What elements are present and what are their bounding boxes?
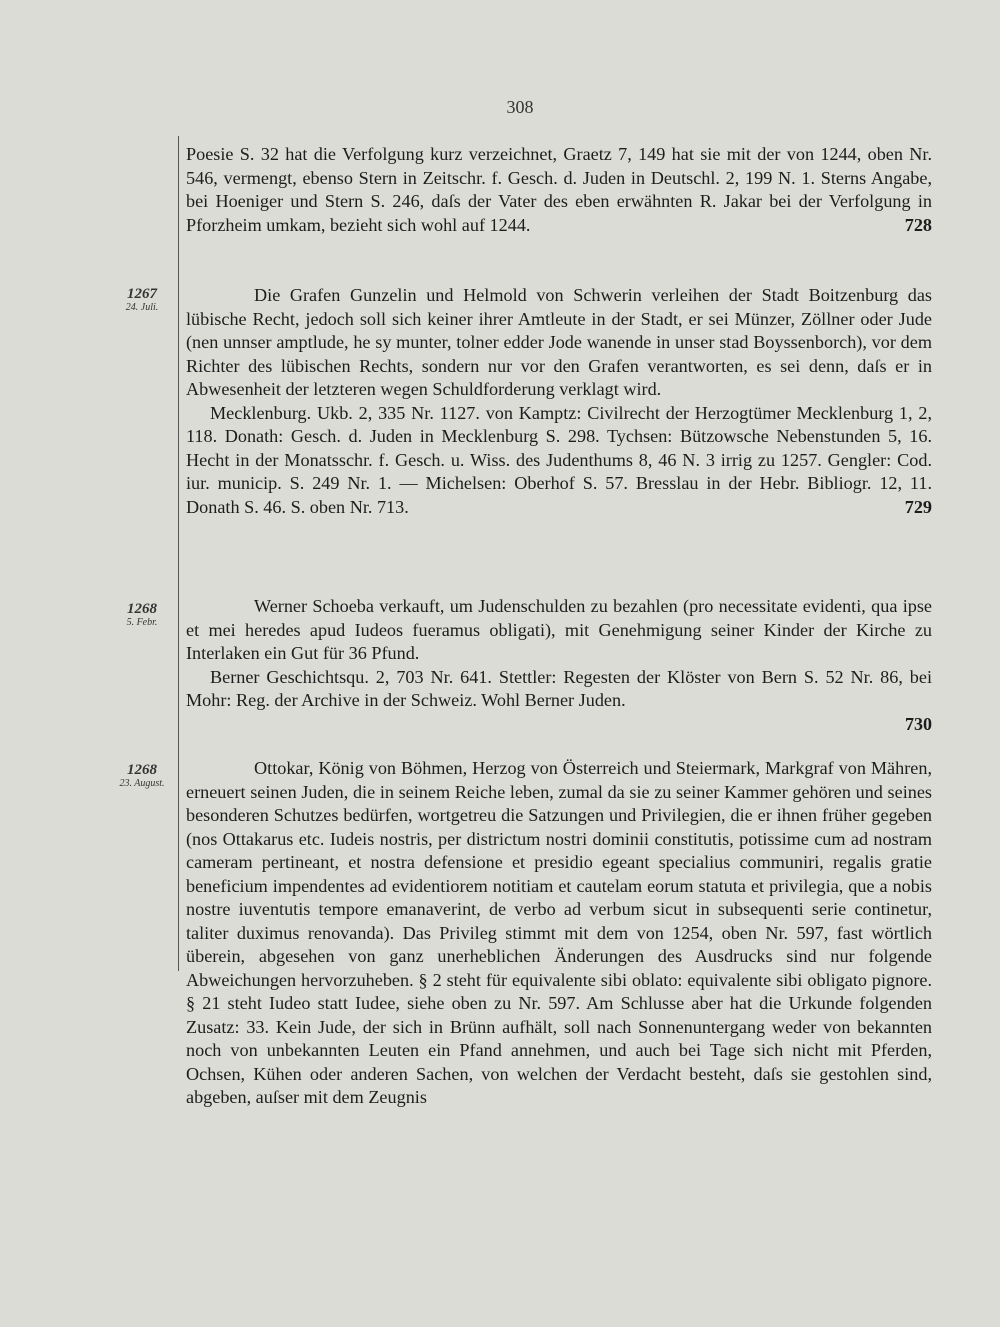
entry-number-730: 730	[905, 713, 932, 734]
margin-date-1268-aug	[108, 763, 176, 789]
margin-rule	[178, 136, 179, 971]
margin-year: 1268	[127, 601, 157, 617]
entry-730	[186, 595, 932, 736]
margin-year: 1267	[127, 286, 157, 302]
entry-text: Ottokar, König von Böhmen, Herzog von Österreich und Steiermark, Markgraf von Mähren, erneuert seinen Juden, die in seinem Reiche leben, zumal da sie zu seiner Kammer gehören und seines besonderen Schutzes bedürfen, wortgetreu die Satzungen und Privilegien, die er ihnen früher gegeben (nos Ottakarus etc. Iudeis nostris, per districtum nostri dominii constitutis, potissime cum ad nostram cameram pertineant, et nostra defensione et presidio egeant specialius communiri, regalis gratie beneficium impendentes ad evidentiorem notitiam et cautelam eorum statuta et privilegia, que a nobis nostre iuventutis tempore emanaverint, de verbo ad verbum sicut in subsequenti serie continetur, taliter duximus renovanda). Das Privileg stimmt mit dem von 1254, oben Nr. 597, fast wörtlich überein, abgesehen von ganz unerheblichen Änderungen des Ausdrucks sind nur folgende Abweichungen hervorzuheben. § 2 steht für equivalente sibi oblato: equivalente sibi obligato pignore. § 21 steht Iudeo statt Iudee, siehe oben zu Nr. 597. Am Schlusse aber hat die Urkunde folgenden Zusatz: 33. Kein Jude, der sich in Brünn aufhält, soll nach Sonnenuntergang weder von bekannten noch von unbekannten Leuten ein Pfand annehmen, und auch bei Tage sich nicht mit Pferden, Ochsen, Kühen oder anderen Sachen, von welchen der Verdacht besteht, daſs sie gestohlen sind, abgeben, auſser mit dem Zeugnis	[186, 758, 932, 1107]
entry-729	[186, 284, 932, 519]
entry-text: Werner Schoeba verkauft, um Judenschulden zu bezahlen (pro necessitate evidenti, qua ipse et mei heredes apud Iudeos fueramus obligati), mit Genehmigung seiner Kinder der Kirche zu Interlaken ein Gut für 36 Pfund.	[186, 596, 932, 663]
margin-date-1267	[108, 287, 176, 313]
page-number: 308	[506, 97, 534, 117]
continuation-body: Poesie S. 32 hat die Verfolgung kurz verzeichnet, Graetz 7, 149 hat sie mit der von 1244, oben Nr. 546, vermengt, ebenso Stern in Zeitschr. f. Gesch. d. Juden in Deutschl. 2, 199 N. 1. Sterns Angabe, bei Hoeniger und Stern S. 246, daſs der Vater des eben erwähnten R. Jakar bei der Verfolgung in Pforzheim umkam, bezieht sich wohl auf 1244.	[186, 144, 932, 235]
entry-number-729: 729	[904, 496, 932, 517]
entry-sources-text: Mecklenburg. Ukb. 2, 335 Nr. 1127. von Kamptz: Civilrecht der Herzogtümer Mecklenburg 1, 2, 118. Donath: Gesch. d. Juden in Mecklenburg S. 298. Tychsen: Bützowsche Nebenstunden 5, 16. Hecht in der Monatsschr. f. Gesch. u. Wiss. des Judenthums 8, 46 N. 3 irrig zu 1257. Gengler: Cod. iur. municip. S. 249 Nr. 1. — Michelsen: Oberhof S. 57. Bresslau in der Hebr. Bibliogr. 12, 11. Donath S. 46. S. oben Nr. 713.	[186, 402, 932, 517]
continuation-block	[186, 143, 932, 237]
entry-sources: Berner Geschichtsqu. 2, 703 Nr. 641. Stettler: Regesten der Klöster von Bern S. 52 Nr. 86, bei Mohr: Reg. der Archive in der Schweiz. Wohl Berner Juden.	[186, 666, 932, 710]
margin-day: 24. Juli.	[125, 301, 159, 313]
margin-date-1268-febr	[108, 602, 176, 628]
continuation-text	[186, 143, 932, 237]
margin-day: 5. Febr.	[126, 616, 158, 628]
entry-sources	[186, 402, 932, 520]
entry-number-728: 728	[904, 214, 932, 235]
entry-731	[186, 757, 932, 1110]
margin-year: 1268	[127, 762, 157, 778]
margin-day: 23. August.	[119, 777, 165, 789]
entry-text: Die Grafen Gunzelin und Helmold von Schwerin verleihen der Stadt Boitzenburg das lübische Recht, jedoch soll sich keiner ihrer Amtleute in der Stadt, er sei Münzer, Zöllner oder Jude (nen unnser amptlude, he sy munter, tolner edder Jode wanende in unser stad Boyssenborch), vor dem Richter des lübischen Rechts, sondern nur vor den Grafen verantworten, es sei denn, daſs er in Abwesenheit der letzteren wegen Schuldforderung verklagt wird.	[186, 285, 932, 399]
